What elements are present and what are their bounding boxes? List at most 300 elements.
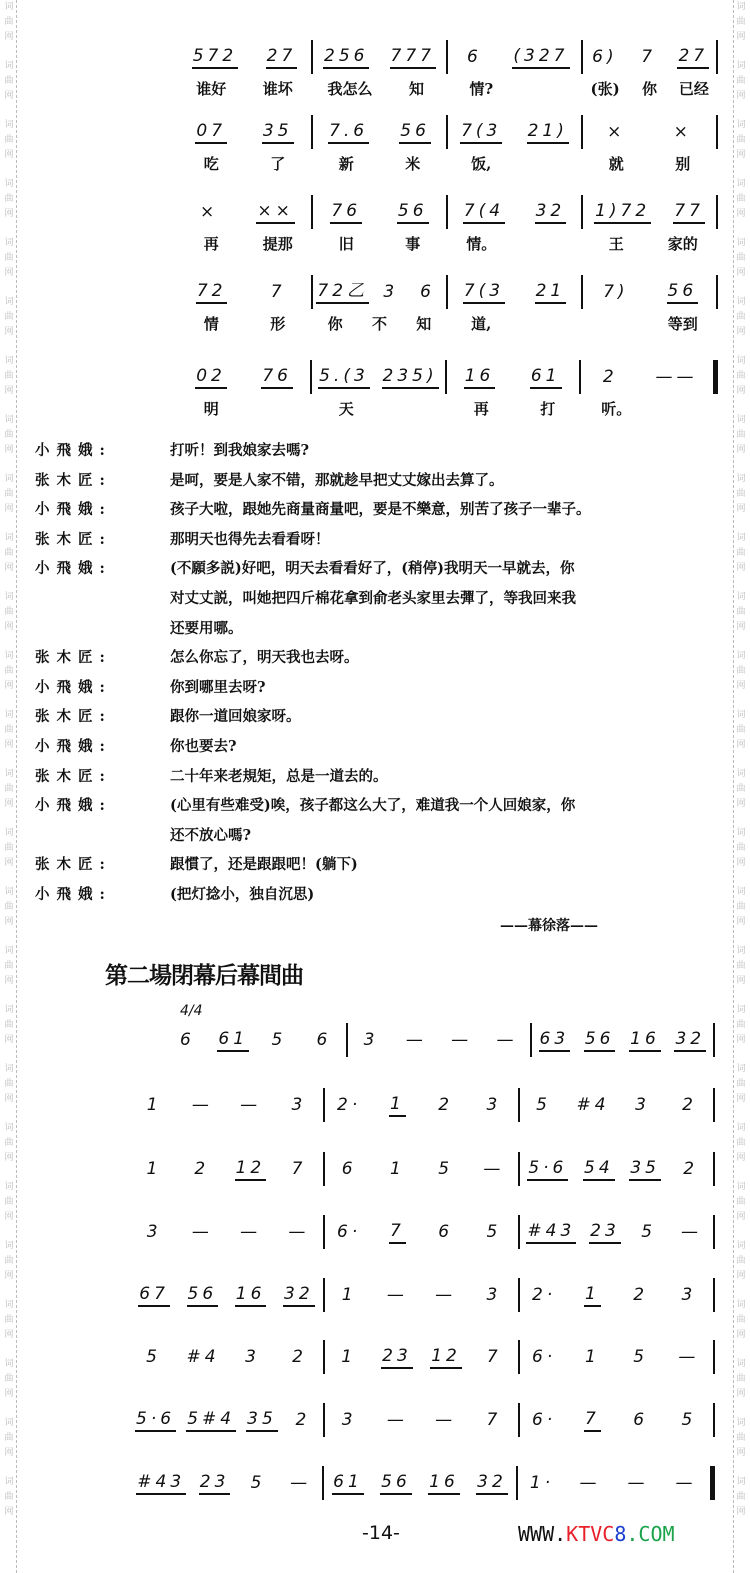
watermark-char: 词	[736, 297, 746, 307]
watermark-char: 曲	[4, 607, 14, 617]
watermark-char: 曲	[736, 607, 746, 617]
lyric: 家的	[667, 234, 698, 253]
note: 1)72	[594, 201, 651, 224]
watermark-char: 词	[736, 592, 746, 602]
note: 6	[420, 281, 435, 302]
watermark-char: 网	[736, 32, 746, 42]
note: 76	[330, 201, 362, 224]
beat	[238, 1347, 268, 1368]
note: —	[496, 1029, 518, 1050]
note: —	[435, 1284, 457, 1305]
watermark-text	[736, 1357, 745, 1402]
note: 21	[535, 281, 567, 304]
beat	[382, 1159, 412, 1180]
note: 5	[271, 1029, 287, 1050]
beat	[284, 1095, 314, 1116]
speech: (心里有些难受)唉，孩子都这么大了，难道我一个人回娘家，你	[170, 797, 576, 815]
beat	[634, 47, 664, 68]
beat	[673, 201, 705, 224]
watermark-char: 网	[4, 32, 14, 42]
measure	[520, 1403, 715, 1437]
beat	[334, 1347, 364, 1368]
beat	[431, 1410, 461, 1431]
beat	[195, 121, 227, 144]
watermark-text	[736, 708, 745, 753]
interlude-row	[130, 1403, 715, 1437]
beat	[330, 201, 362, 224]
measure	[130, 1152, 325, 1186]
measure	[130, 1088, 325, 1122]
dialogue-line	[35, 880, 725, 910]
watermark-text	[4, 767, 13, 812]
watermark-char: 词	[736, 769, 746, 779]
lyric-measure	[583, 233, 718, 253]
watermark-char: 曲	[4, 902, 14, 912]
lyric-beat	[533, 398, 563, 419]
watermark-char: 网	[736, 209, 746, 219]
beat	[283, 1284, 315, 1307]
beat	[479, 1410, 509, 1431]
speech: 打听！到我娘家去嗎?	[170, 442, 309, 459]
note: 2	[682, 1094, 697, 1115]
lyric-beat	[398, 233, 428, 254]
lyric: 明	[203, 399, 219, 418]
beat	[634, 1222, 664, 1243]
measure	[313, 40, 448, 74]
note: 7	[641, 46, 657, 67]
beat	[309, 1030, 339, 1051]
watermark-char: 网	[4, 504, 14, 514]
watermark-text	[736, 1475, 745, 1520]
beat	[401, 1030, 431, 1051]
watermark-text	[4, 1239, 13, 1284]
beat	[539, 1029, 571, 1052]
note: 02	[195, 366, 227, 389]
beat	[382, 1221, 412, 1244]
dialogue-line	[35, 673, 725, 703]
watermark-text	[4, 649, 13, 694]
note: 6·	[337, 1221, 362, 1242]
beat	[243, 1473, 273, 1494]
note: 777	[390, 46, 436, 69]
beat	[397, 201, 429, 224]
beat	[674, 1347, 704, 1368]
beat	[479, 1285, 509, 1306]
lyric-beat	[601, 233, 631, 254]
watermark-left	[2, 0, 17, 1573]
beat	[535, 201, 567, 224]
beat	[235, 1284, 267, 1307]
note: #43	[136, 1472, 186, 1495]
note: 27	[677, 46, 709, 69]
beat	[577, 1409, 607, 1432]
beat	[187, 1222, 217, 1243]
watermark-char: 网	[736, 1094, 746, 1104]
speech: 二十年来老規矩，总是一道去的。	[170, 767, 388, 785]
lyric: 已经	[678, 79, 709, 98]
lyric: 情。	[466, 234, 497, 253]
watermark-char: 曲	[4, 1256, 14, 1266]
note: 6)	[592, 46, 618, 67]
note: —	[483, 1158, 505, 1179]
speaker	[35, 821, 170, 851]
measure	[178, 275, 313, 309]
note: —	[191, 1094, 213, 1115]
watermark-char: 网	[4, 1035, 14, 1045]
beat	[492, 1030, 522, 1051]
watermark-char: 曲	[736, 666, 746, 676]
note: 2	[633, 1284, 649, 1305]
beat	[136, 1472, 186, 1495]
beat	[674, 1285, 704, 1306]
watermark-char: 网	[4, 209, 14, 219]
note: —	[627, 1472, 649, 1493]
lyric: 听。	[601, 399, 632, 418]
speaker: 张木匠:	[35, 471, 112, 489]
watermark-char: 网	[736, 1389, 746, 1399]
watermark-text	[4, 1357, 13, 1402]
beat	[139, 1159, 169, 1180]
watermark-char: 网	[4, 799, 14, 809]
note: 1·	[529, 1472, 555, 1493]
note: 3	[486, 1284, 502, 1305]
watermark-text	[4, 885, 13, 930]
dialogue-line	[35, 495, 725, 525]
time-signature: 4/4	[180, 1003, 203, 1019]
watermark-text	[736, 118, 745, 163]
dialogue-line	[35, 614, 725, 644]
watermark-text	[4, 944, 13, 989]
beat	[334, 1159, 364, 1180]
speaker: 小飛娥:	[35, 797, 112, 815]
beat	[199, 1472, 231, 1495]
note: 5	[536, 1094, 551, 1115]
watermark-char: 网	[736, 740, 746, 750]
note: 7	[291, 1158, 307, 1179]
beat	[512, 46, 569, 69]
watermark-char: 网	[736, 91, 746, 101]
dialogue-line	[35, 732, 725, 762]
lyric-beat	[327, 78, 372, 99]
lyric-beat	[263, 153, 293, 174]
note: 32	[476, 1472, 508, 1495]
lyric-beat	[466, 78, 496, 99]
beat	[526, 1221, 576, 1244]
speaker: 小飛娥:	[35, 501, 112, 519]
measure	[583, 195, 718, 229]
lyric-measure	[178, 78, 313, 98]
beat	[236, 1095, 266, 1116]
watermark-char: 词	[4, 1300, 14, 1310]
beat	[628, 1095, 658, 1116]
watermark-char: 曲	[4, 135, 14, 145]
beat	[187, 1095, 217, 1116]
song-lyrics-row	[178, 398, 718, 418]
speaker: 小飛娥:	[35, 885, 112, 903]
beat	[464, 366, 496, 389]
watermark-char: 网	[4, 622, 14, 632]
measure	[130, 1340, 325, 1374]
watermark-text	[736, 354, 745, 399]
beat	[139, 1222, 169, 1243]
lyric-beat	[398, 153, 428, 174]
measure	[583, 275, 718, 309]
watermark-char: 网	[736, 976, 746, 986]
note: 7.6	[328, 121, 369, 144]
note: 1	[146, 1158, 162, 1179]
watermark-char: 网	[4, 740, 14, 750]
song-lyrics-row	[178, 233, 718, 253]
beat	[674, 1410, 704, 1431]
watermark-char: 曲	[4, 194, 14, 204]
beat	[479, 1159, 509, 1180]
beat	[236, 1222, 266, 1243]
watermark-char: 曲	[4, 784, 14, 794]
lyric: 就	[608, 154, 624, 173]
note: 2	[194, 1158, 210, 1179]
watermark-char: 词	[4, 1241, 14, 1251]
speech: 你也要去?	[170, 737, 237, 755]
watermark-char: 网	[4, 563, 14, 573]
note: 23	[589, 1221, 621, 1244]
lyric-beat	[196, 78, 226, 99]
site-watermark	[518, 1522, 675, 1546]
note: 5	[486, 1221, 502, 1242]
watermark-text	[4, 1475, 13, 1520]
dialogue-line	[35, 584, 725, 614]
beat	[332, 1472, 364, 1495]
beat	[459, 47, 489, 68]
beat	[623, 1473, 653, 1494]
lyric: 道,	[471, 314, 492, 333]
note: 1	[584, 1346, 600, 1367]
beat	[428, 1472, 460, 1495]
watermark-text	[736, 177, 745, 222]
dialogue-line	[35, 436, 725, 466]
lyric: 再	[473, 399, 489, 418]
watermark-char: 曲	[4, 548, 14, 558]
lyric: (张)	[590, 79, 620, 98]
beat	[479, 1347, 509, 1368]
watermark-text	[736, 1239, 745, 1284]
lyric: 我怎么	[327, 79, 373, 98]
watermark-char: 曲	[4, 1315, 14, 1325]
site-suffix: .COM	[626, 1522, 675, 1546]
note: 67	[138, 1284, 170, 1307]
lyric-measure	[448, 153, 583, 173]
beat	[316, 281, 369, 304]
speaker: 小飛娥:	[35, 560, 112, 578]
lyric-measure	[178, 398, 313, 418]
beat	[447, 1030, 477, 1051]
beat	[601, 122, 631, 143]
lyric-beat	[634, 78, 664, 99]
watermark-char: 词	[736, 1241, 746, 1251]
measure	[520, 1088, 715, 1122]
watermark-char: 曲	[4, 1197, 14, 1207]
lyric: 新	[338, 154, 354, 173]
measure	[178, 360, 312, 394]
lyric: 知	[416, 314, 432, 333]
interlude-row	[130, 1466, 715, 1500]
lyric: 形	[270, 314, 286, 333]
dialogue-line	[35, 702, 725, 732]
song-lyrics-row	[178, 313, 718, 333]
note: 56	[187, 1284, 219, 1307]
lyric: 饭,	[471, 154, 492, 173]
watermark-char: 网	[736, 1448, 746, 1458]
watermark-text	[736, 826, 745, 871]
note: 1	[584, 1284, 601, 1307]
beat	[382, 1094, 412, 1117]
note: 7(3	[463, 281, 505, 304]
note: 63	[539, 1029, 571, 1052]
note: 56	[584, 1029, 616, 1052]
measure	[325, 1152, 520, 1186]
watermark-char: 词	[736, 415, 746, 425]
beat	[186, 1409, 236, 1432]
watermark-char: 网	[4, 1389, 14, 1399]
beat	[217, 1029, 249, 1052]
beat	[677, 46, 709, 69]
note: 3	[245, 1346, 260, 1367]
beat	[577, 1347, 607, 1368]
watermark-char: 词	[736, 474, 746, 484]
measure	[313, 195, 448, 229]
watermark-char: 词	[4, 238, 14, 248]
measure	[130, 1466, 324, 1500]
note: 56	[397, 201, 429, 224]
song-notes-row	[178, 40, 718, 74]
note: 5.(3	[318, 366, 370, 389]
watermark-text	[736, 59, 745, 104]
watermark-char: 词	[736, 61, 746, 71]
watermark-text	[4, 295, 13, 340]
speaker: 张木匠:	[35, 708, 112, 726]
beat	[235, 1158, 267, 1181]
lyric: 吃	[203, 154, 219, 173]
watermark-char: 曲	[736, 17, 746, 27]
watermark-char: 词	[736, 1064, 746, 1074]
measure	[313, 115, 448, 149]
lyric-beat	[196, 398, 226, 419]
lyric-measure	[313, 313, 448, 333]
note: #43	[526, 1221, 576, 1244]
beat	[575, 1095, 610, 1116]
watermark-char: 曲	[4, 1138, 14, 1148]
watermark-char: 词	[4, 946, 14, 956]
note: 3	[341, 1409, 357, 1430]
watermark-text	[736, 413, 745, 458]
lyric-beat	[590, 78, 620, 99]
watermark-char: 网	[4, 681, 14, 691]
watermark-char: 词	[4, 1477, 14, 1487]
note: 7	[486, 1346, 502, 1367]
note: 32	[283, 1284, 315, 1307]
speech: 跟慣了，还是跟跟吧！(躺下)	[170, 856, 358, 874]
note: 61	[217, 1029, 249, 1052]
note: 16	[464, 366, 496, 389]
lyric-beat	[331, 233, 361, 254]
measure	[130, 1278, 325, 1312]
beat	[192, 46, 238, 69]
watermark-char: 词	[4, 651, 14, 661]
lyric-measure	[448, 78, 583, 98]
beat	[668, 122, 698, 143]
beat	[256, 201, 295, 224]
note: —	[386, 1284, 408, 1305]
beat	[529, 1285, 559, 1306]
beat	[286, 1473, 316, 1494]
measure	[130, 1403, 325, 1437]
watermark-text	[736, 590, 745, 635]
lyric-measure	[313, 398, 448, 418]
lyric-beat	[320, 313, 350, 334]
watermark-char: 网	[736, 622, 746, 632]
measure	[313, 275, 448, 309]
site-num: 8	[614, 1522, 627, 1546]
beat	[590, 47, 620, 68]
watermark-text	[736, 885, 745, 930]
beat	[463, 201, 505, 224]
note: 7(4	[463, 201, 505, 224]
note: 572	[192, 46, 238, 69]
watermark-text	[4, 177, 13, 222]
beat	[185, 1347, 220, 1368]
watermark-char: 曲	[4, 1374, 14, 1384]
note: 61	[530, 366, 562, 389]
beat	[399, 121, 431, 144]
watermark-char: 曲	[4, 253, 14, 263]
beat	[187, 1159, 217, 1180]
note: 12	[430, 1346, 462, 1369]
watermark-char: 曲	[736, 1138, 746, 1148]
note: 3	[291, 1094, 307, 1115]
beat	[334, 1410, 364, 1431]
note: 5	[681, 1409, 697, 1430]
watermark-text	[4, 826, 13, 871]
watermark-char: 词	[4, 1182, 14, 1192]
speech: 怎么你忘了，明天我也去呀。	[170, 649, 359, 667]
watermark-text	[4, 590, 13, 635]
watermark-char: 曲	[736, 194, 746, 204]
watermark-text	[4, 1180, 13, 1225]
watermark-text	[736, 944, 745, 989]
watermark-text	[4, 1416, 13, 1461]
lyric: 再	[203, 234, 219, 253]
lyric-beat	[466, 153, 496, 174]
measure	[520, 1340, 715, 1374]
speech: 你到哪里去呀?	[170, 678, 266, 696]
speech: 孩子大啦，跟她先商量商量吧，要是不樂意，别苦了孩子一辈子。	[170, 501, 591, 519]
watermark-char: 网	[736, 386, 746, 396]
watermark-char: 词	[736, 887, 746, 897]
lyric: 天	[338, 399, 354, 418]
watermark-char: 曲	[4, 312, 14, 322]
measure	[583, 115, 718, 149]
curtain-falls: ——幕徐落——	[500, 918, 598, 934]
measure	[518, 1466, 715, 1500]
lyric-measure	[178, 313, 313, 333]
beat	[677, 1222, 707, 1243]
note: ××	[256, 201, 295, 224]
watermark-char: 曲	[736, 135, 746, 145]
watermark-char: 词	[4, 297, 14, 307]
note: 5	[641, 1221, 657, 1242]
watermark-char: 曲	[4, 430, 14, 440]
note: #4	[186, 1346, 220, 1367]
measure	[165, 1023, 348, 1057]
